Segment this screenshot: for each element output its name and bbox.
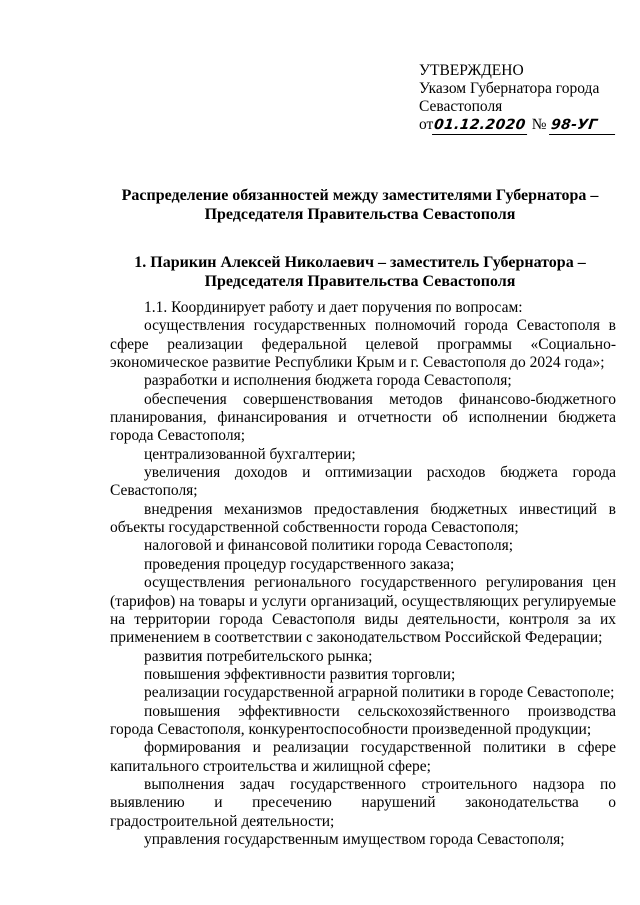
number-label: №: [531, 116, 547, 133]
approval-heading: УТВЕРЖДЕНО: [419, 62, 524, 79]
body-paragraph: увеличения доходов и оптимизации расходов бюджета города Севастополя;: [110, 464, 616, 500]
body-paragraph: осуществления регионального государственного регулирования цен (тарифов) на товары и услуги организаций, осуществляющих регулируемые на территории города Севастополя виды деятельности, контроля за их применением в соответствии с законодательством Российской Федерации;: [110, 574, 616, 647]
document-title: Распределение обязанностей между заместителями Губернатора – Председателя Правительства Севастополя: [121, 187, 599, 223]
body-paragraph: налоговой и финансовой политики города Севастополя;: [144, 537, 514, 555]
body-paragraph: выполнения задач государственного строительного надзора по выявлению и пресечению нарушений законодательства о градостроительной деятельности;: [110, 775, 616, 830]
section-heading: 1. Парикин Алексей Николаевич – заместитель Губернатора – Председателя Правительства Севастополя: [134, 254, 586, 290]
body-paragraph: реализации государственной аграрной политики в городе Севастополе;: [144, 684, 615, 702]
approval-stamp: [419, 62, 629, 135]
body-paragraph: обеспечения совершенствования методов финансово-бюджетного планирования, финансирования и отчетности об исполнении бюджета города Севастополя;: [110, 390, 616, 445]
handwritten-number: 98-УГ: [549, 116, 617, 135]
document-body: [110, 299, 616, 849]
body-paragraph: проведения процедур государственного заказа;: [144, 555, 455, 573]
body-paragraph: осуществления государственных полномочий города Севастополя в сфере реализации федеральной целевой программы «Социально-экономическое развитие Республики Крым и г. Севастополя до 2024 года»;: [110, 317, 616, 372]
body-paragraph: формирования и реализации государственной политики в сфере капитального строительства и жилищной сфере;: [110, 739, 616, 775]
body-paragraph: централизованной бухгалтерии;: [144, 445, 356, 463]
body-paragraph: развития потребительского рынка;: [144, 647, 373, 665]
handwritten-date: 01.12.2020: [432, 116, 529, 135]
approval-date-line: [419, 116, 629, 135]
body-paragraph: повышения эффективности развития торговли;: [144, 665, 456, 683]
from-label: от: [419, 116, 434, 133]
body-paragraph: 1.1. Координирует работу и дает поручения по вопросам:: [144, 299, 523, 316]
body-paragraph: повышения эффективности сельскохозяйственного производства города Севастополя, конкурентоспособности произведенной продукции;: [110, 702, 616, 738]
body-paragraph: внедрения механизмов предоставления бюджетных инвестиций в объекты государственной собственности города Севастополя;: [110, 500, 616, 537]
body-paragraph: разработки и исполнения бюджета города Севастополя;: [144, 372, 512, 390]
approval-line-2: Севастополя: [419, 98, 503, 115]
approval-line-1: Указом Губернатора города: [419, 80, 600, 97]
body-paragraph: управления государственным имуществом города Севастополя;: [144, 830, 565, 848]
